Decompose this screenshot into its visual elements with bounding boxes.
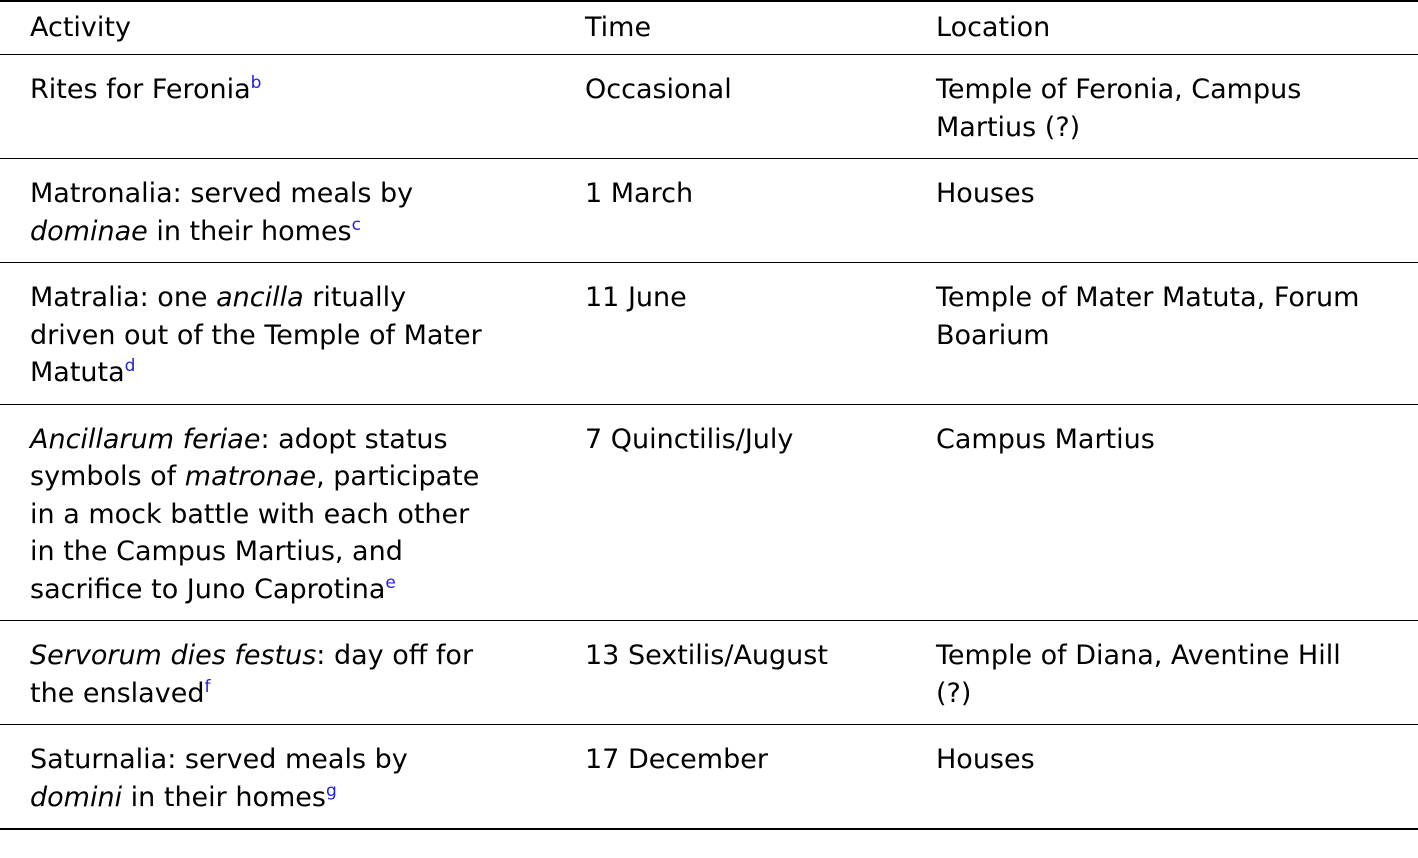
activity-text: ritually driven out of the Temple of Mater Matuta bbox=[30, 282, 482, 388]
activity-term: dominae bbox=[30, 215, 148, 247]
location-cell: Temple of Mater Matuta, Forum Boarium bbox=[907, 263, 1418, 405]
activity-text: in their homes bbox=[122, 781, 326, 813]
activity-cell bbox=[0, 55, 556, 159]
header-activity: Activity bbox=[0, 1, 556, 55]
activity-text: in their homes bbox=[147, 215, 352, 247]
footnote-marker[interactable]: g bbox=[325, 780, 337, 801]
activity-term: domini bbox=[30, 781, 123, 813]
activity-text: , participate in a mock battle with each other in the Campus Martius, and sacrifice to Juno Caprotina bbox=[30, 461, 480, 605]
time-cell: 1 March bbox=[556, 159, 907, 263]
location-cell: Campus Martius bbox=[907, 404, 1418, 621]
activity-cell bbox=[0, 263, 556, 405]
activity-text: Matralia: one bbox=[30, 282, 217, 313]
table-row bbox=[0, 263, 1418, 405]
table-row bbox=[0, 725, 1418, 830]
header-row bbox=[0, 1, 1418, 55]
time-cell: 13 Sextilis/August bbox=[556, 621, 907, 725]
footnote-marker[interactable]: f bbox=[204, 676, 211, 697]
table-row bbox=[0, 159, 1418, 263]
table-row bbox=[0, 404, 1418, 621]
activity-term: ancilla bbox=[216, 282, 304, 313]
footnote-marker[interactable]: d bbox=[124, 356, 136, 376]
time-cell: 11 June bbox=[556, 263, 907, 405]
footnote-marker[interactable]: e bbox=[385, 572, 396, 593]
activity-cell bbox=[0, 725, 556, 830]
location-cell: Temple of Feronia, Campus Martius (?) bbox=[907, 55, 1418, 159]
time-cell: 17 December bbox=[556, 725, 907, 830]
activity-term: matronae bbox=[184, 461, 317, 492]
activity-text: Matronalia: served meals by bbox=[30, 178, 414, 209]
activity-term: Servorum dies festus bbox=[30, 640, 317, 671]
activity-cell bbox=[0, 621, 556, 725]
header-time: Time bbox=[556, 1, 907, 55]
activity-text: Saturnalia: served meals by bbox=[30, 744, 408, 775]
activity-cell bbox=[0, 404, 556, 621]
time-cell: Occasional bbox=[556, 55, 907, 159]
table-row bbox=[0, 621, 1418, 725]
location-cell: Temple of Diana, Aventine Hill (?) bbox=[907, 621, 1418, 725]
activity-text: : day off for the enslaved bbox=[30, 640, 474, 709]
time-cell: 7 Quinctilis/July bbox=[556, 404, 907, 621]
activity-cell bbox=[0, 159, 556, 263]
header-location: Location bbox=[907, 1, 1418, 55]
location-cell: Houses bbox=[907, 725, 1418, 830]
footnote-marker[interactable]: b bbox=[250, 73, 262, 93]
table-row bbox=[0, 55, 1418, 159]
activity-term: Ancillarum feriae bbox=[30, 423, 261, 455]
activity-text: Rites for Feronia bbox=[30, 74, 251, 105]
location-cell: Houses bbox=[907, 159, 1418, 263]
activity-text: : adopt status symbols of bbox=[30, 423, 448, 492]
footnote-marker[interactable]: c bbox=[351, 214, 361, 235]
